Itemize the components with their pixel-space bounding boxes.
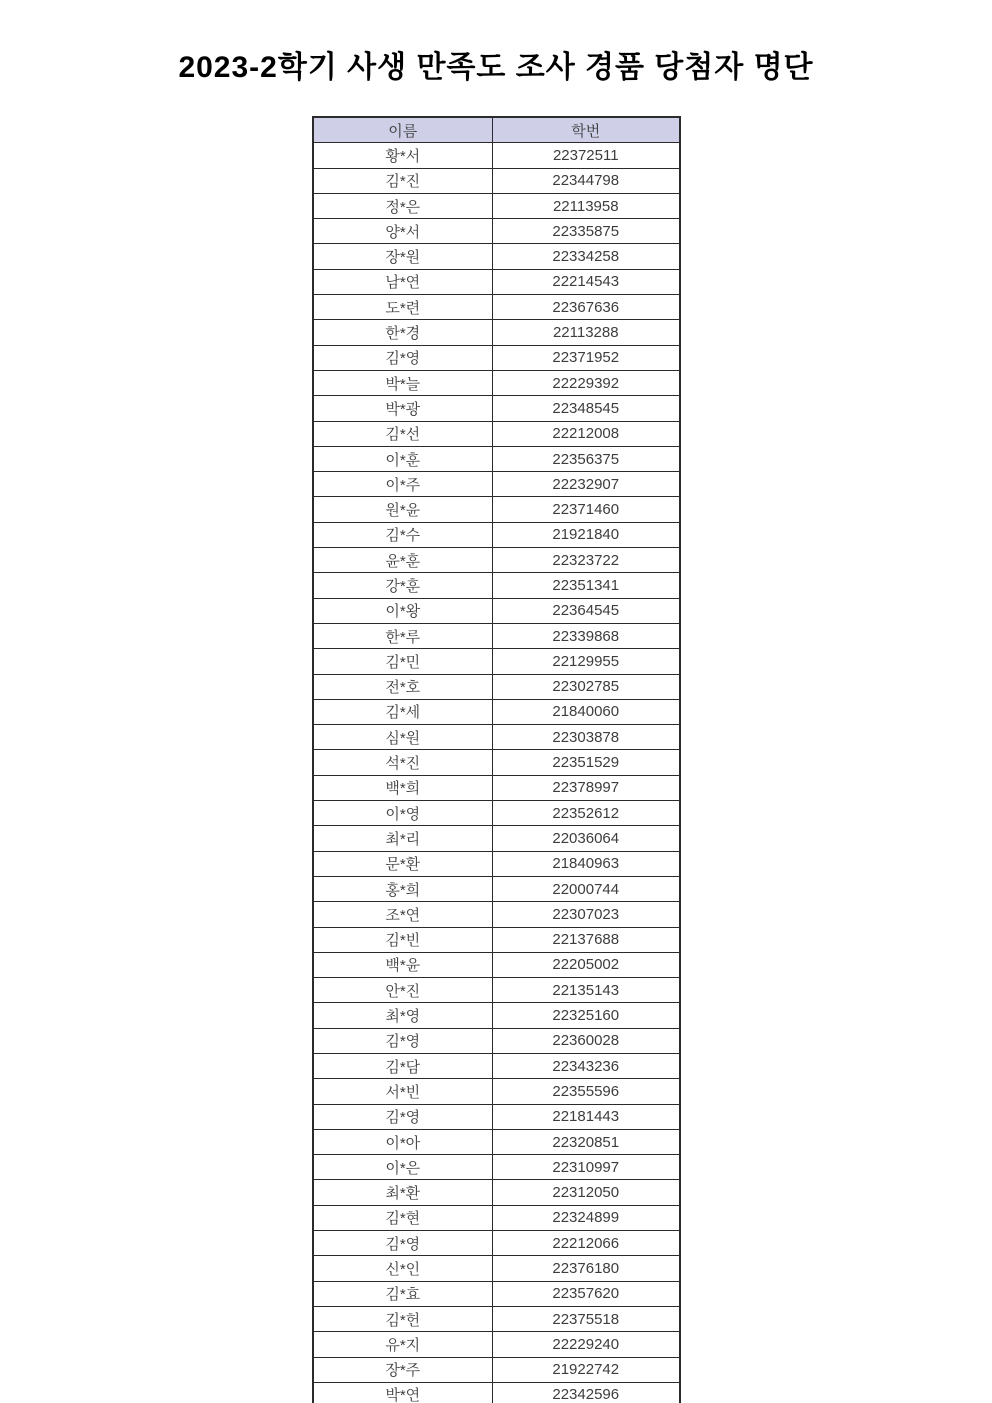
name-cell: 백*윤 bbox=[313, 952, 493, 977]
student-id-cell: 22371460 bbox=[493, 497, 680, 522]
student-id-cell: 22212008 bbox=[493, 421, 680, 446]
winners-table-body bbox=[313, 143, 680, 1403]
name-cell: 김*영 bbox=[313, 1104, 493, 1129]
student-id-cell: 22334258 bbox=[493, 244, 680, 269]
table-row bbox=[313, 1155, 680, 1180]
table-row bbox=[313, 927, 680, 952]
student-id-cell: 22137688 bbox=[493, 927, 680, 952]
header-row bbox=[313, 117, 680, 143]
table-row bbox=[313, 674, 680, 699]
name-cell: 석*진 bbox=[313, 750, 493, 775]
name-cell: 박*광 bbox=[313, 396, 493, 421]
table-row bbox=[313, 623, 680, 648]
table-row bbox=[313, 801, 680, 826]
student-id-cell: 22181443 bbox=[493, 1104, 680, 1129]
table-row bbox=[313, 876, 680, 901]
student-id-cell: 22325160 bbox=[493, 1003, 680, 1028]
table-row bbox=[313, 952, 680, 977]
name-cell: 도*련 bbox=[313, 295, 493, 320]
table-row bbox=[313, 219, 680, 244]
student-id-cell: 22372511 bbox=[493, 143, 680, 168]
table-row bbox=[313, 421, 680, 446]
student-id-cell: 22367636 bbox=[493, 295, 680, 320]
name-cell: 홍*희 bbox=[313, 876, 493, 901]
name-cell: 김*헌 bbox=[313, 1306, 493, 1331]
table-row bbox=[313, 1205, 680, 1230]
student-id-cell: 22344798 bbox=[493, 168, 680, 193]
table-row bbox=[313, 573, 680, 598]
name-cell: 김*효 bbox=[313, 1281, 493, 1306]
student-id-cell: 22375518 bbox=[493, 1306, 680, 1331]
table-row bbox=[313, 598, 680, 623]
name-cell: 백*희 bbox=[313, 775, 493, 800]
name-cell: 김*영 bbox=[313, 1231, 493, 1256]
winners-table bbox=[312, 116, 681, 1403]
student-id-cell: 22371952 bbox=[493, 345, 680, 370]
student-id-cell: 21840060 bbox=[493, 699, 680, 724]
student-id-cell: 22303878 bbox=[493, 725, 680, 750]
student-id-cell: 22000744 bbox=[493, 876, 680, 901]
student-id-cell: 22342596 bbox=[493, 1382, 680, 1403]
table-row bbox=[313, 295, 680, 320]
student-id-cell: 22310997 bbox=[493, 1155, 680, 1180]
name-cell: 심*원 bbox=[313, 725, 493, 750]
table-row bbox=[313, 750, 680, 775]
name-cell: 안*진 bbox=[313, 978, 493, 1003]
table-row bbox=[313, 1003, 680, 1028]
table-row bbox=[313, 1332, 680, 1357]
name-cell: 장*주 bbox=[313, 1357, 493, 1382]
student-id-cell: 22376180 bbox=[493, 1256, 680, 1281]
student-id-cell: 21921840 bbox=[493, 522, 680, 547]
student-id-cell: 22320851 bbox=[493, 1129, 680, 1154]
table-row bbox=[313, 497, 680, 522]
table-row bbox=[313, 522, 680, 547]
name-cell: 김*빈 bbox=[313, 927, 493, 952]
student-id-cell: 22214543 bbox=[493, 269, 680, 294]
table-row bbox=[313, 902, 680, 927]
name-cell: 김*담 bbox=[313, 1053, 493, 1078]
table-row bbox=[313, 1357, 680, 1382]
name-cell: 박*연 bbox=[313, 1382, 493, 1403]
table-row bbox=[313, 1104, 680, 1129]
student-id-cell: 22351341 bbox=[493, 573, 680, 598]
name-cell: 김*민 bbox=[313, 649, 493, 674]
name-cell: 원*윤 bbox=[313, 497, 493, 522]
name-cell: 김*영 bbox=[313, 1028, 493, 1053]
table-row bbox=[313, 1079, 680, 1104]
name-cell: 이*영 bbox=[313, 801, 493, 826]
student-id-cell: 22212066 bbox=[493, 1231, 680, 1256]
table-row bbox=[313, 1028, 680, 1053]
student-id-cell: 22036064 bbox=[493, 826, 680, 851]
name-cell: 이*아 bbox=[313, 1129, 493, 1154]
table-row bbox=[313, 826, 680, 851]
student-id-cell: 22356375 bbox=[493, 446, 680, 471]
name-cell: 유*지 bbox=[313, 1332, 493, 1357]
name-cell: 황*서 bbox=[313, 143, 493, 168]
table-row bbox=[313, 472, 680, 497]
table-row bbox=[313, 193, 680, 218]
student-id-cell: 22229240 bbox=[493, 1332, 680, 1357]
name-cell: 이*왕 bbox=[313, 598, 493, 623]
name-cell: 김*진 bbox=[313, 168, 493, 193]
name-cell: 이*은 bbox=[313, 1155, 493, 1180]
name-cell: 김*수 bbox=[313, 522, 493, 547]
student-id-cell: 21922742 bbox=[493, 1357, 680, 1382]
name-cell: 양*서 bbox=[313, 219, 493, 244]
table-row bbox=[313, 1256, 680, 1281]
student-id-cell: 22339868 bbox=[493, 623, 680, 648]
student-id-cell: 22364545 bbox=[493, 598, 680, 623]
table-row bbox=[313, 345, 680, 370]
student-id-cell: 22302785 bbox=[493, 674, 680, 699]
table-row bbox=[313, 775, 680, 800]
student-id-cell: 22205002 bbox=[493, 952, 680, 977]
student-id-cell: 22312050 bbox=[493, 1180, 680, 1205]
name-cell: 서*빈 bbox=[313, 1079, 493, 1104]
name-cell: 전*호 bbox=[313, 674, 493, 699]
table-row bbox=[313, 725, 680, 750]
name-cell: 남*연 bbox=[313, 269, 493, 294]
table-row bbox=[313, 168, 680, 193]
table-row bbox=[313, 143, 680, 168]
table-row bbox=[313, 244, 680, 269]
name-cell: 박*늘 bbox=[313, 370, 493, 395]
name-cell: 이*훈 bbox=[313, 446, 493, 471]
table-row bbox=[313, 320, 680, 345]
name-cell: 최*영 bbox=[313, 1003, 493, 1028]
page-title: 2023-2학기 사생 만족도 조사 경품 당첨자 명단 bbox=[178, 51, 814, 84]
table-row bbox=[313, 851, 680, 876]
name-cell: 조*연 bbox=[313, 902, 493, 927]
student-id-cell: 22129955 bbox=[493, 649, 680, 674]
name-cell: 최*리 bbox=[313, 826, 493, 851]
table-row bbox=[313, 548, 680, 573]
name-cell: 장*원 bbox=[313, 244, 493, 269]
name-cell: 김*영 bbox=[313, 345, 493, 370]
name-cell: 김*세 bbox=[313, 699, 493, 724]
student-id-cell: 22351529 bbox=[493, 750, 680, 775]
student-id-cell: 22113288 bbox=[493, 320, 680, 345]
table-row bbox=[313, 1231, 680, 1256]
table-row bbox=[313, 269, 680, 294]
col-header-student-id: 학번 bbox=[493, 117, 680, 143]
name-cell: 신*인 bbox=[313, 1256, 493, 1281]
winners-table-header bbox=[313, 117, 680, 143]
table-row bbox=[313, 1129, 680, 1154]
table-row bbox=[313, 370, 680, 395]
student-id-cell: 22229392 bbox=[493, 370, 680, 395]
student-id-cell: 22324899 bbox=[493, 1205, 680, 1230]
table-row bbox=[313, 1382, 680, 1403]
student-id-cell: 22135143 bbox=[493, 978, 680, 1003]
student-id-cell: 22352612 bbox=[493, 801, 680, 826]
name-cell: 이*주 bbox=[313, 472, 493, 497]
name-cell: 윤*훈 bbox=[313, 548, 493, 573]
student-id-cell: 22113958 bbox=[493, 193, 680, 218]
table-row bbox=[313, 1306, 680, 1331]
table-row bbox=[313, 1180, 680, 1205]
col-header-name: 이름 bbox=[313, 117, 493, 143]
student-id-cell: 22357620 bbox=[493, 1281, 680, 1306]
table-row bbox=[313, 978, 680, 1003]
name-cell: 문*환 bbox=[313, 851, 493, 876]
name-cell: 한*경 bbox=[313, 320, 493, 345]
table-row bbox=[313, 1281, 680, 1306]
student-id-cell: 22232907 bbox=[493, 472, 680, 497]
student-id-cell: 22348545 bbox=[493, 396, 680, 421]
student-id-cell: 22343236 bbox=[493, 1053, 680, 1078]
name-cell: 강*훈 bbox=[313, 573, 493, 598]
student-id-cell: 22307023 bbox=[493, 902, 680, 927]
name-cell: 김*현 bbox=[313, 1205, 493, 1230]
table-row bbox=[313, 649, 680, 674]
name-cell: 김*선 bbox=[313, 421, 493, 446]
table-row bbox=[313, 396, 680, 421]
student-id-cell: 21840963 bbox=[493, 851, 680, 876]
table-row bbox=[313, 699, 680, 724]
name-cell: 한*루 bbox=[313, 623, 493, 648]
student-id-cell: 22355596 bbox=[493, 1079, 680, 1104]
table-row bbox=[313, 446, 680, 471]
name-cell: 최*환 bbox=[313, 1180, 493, 1205]
student-id-cell: 22378997 bbox=[493, 775, 680, 800]
table-row bbox=[313, 1053, 680, 1078]
student-id-cell: 22360028 bbox=[493, 1028, 680, 1053]
name-cell: 정*은 bbox=[313, 193, 493, 218]
student-id-cell: 22335875 bbox=[493, 219, 680, 244]
student-id-cell: 22323722 bbox=[493, 548, 680, 573]
